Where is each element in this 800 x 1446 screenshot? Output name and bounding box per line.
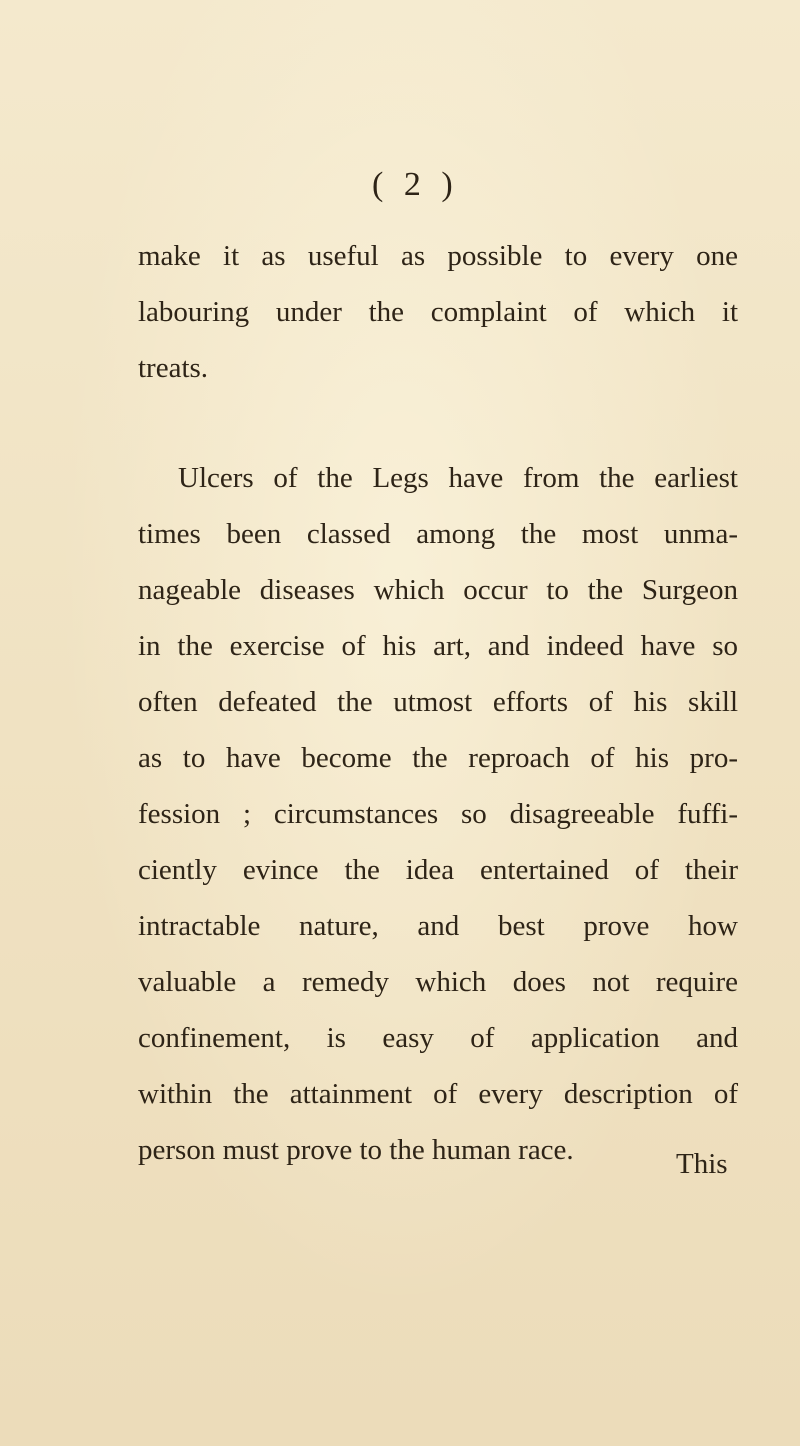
text-line: ciently evince the idea entertained of their <box>138 854 738 886</box>
paragraph-1 <box>138 228 738 396</box>
paragraph-gap <box>138 396 738 450</box>
text-line: intractable nature, and best prove how <box>138 910 738 942</box>
text-line: Ulcers of the Legs have from the earliest <box>178 462 738 494</box>
text-line: nageable diseases which occur to the Surgeon <box>138 574 738 606</box>
catchword: This <box>676 1148 728 1180</box>
text-line: in the exercise of his art, and indeed have so <box>138 630 738 662</box>
text-line: treats. <box>138 352 209 384</box>
text-line: make it as useful as possible to every one <box>138 240 738 272</box>
text-line: within the attainment of every description of <box>138 1078 738 1110</box>
text-line: valuable a remedy which does not require <box>138 966 738 998</box>
text-line: times been classed among the most unma- <box>138 518 738 550</box>
text-line: person must prove to the human race. <box>138 1134 574 1166</box>
text-line: fession ; circumstances so disagreeable fuffi- <box>138 798 738 830</box>
text-line: confinement, is easy of application and <box>138 1022 738 1054</box>
text-line: often defeated the utmost efforts of his skill <box>138 686 738 718</box>
text-line: labouring under the complaint of which it <box>138 296 738 328</box>
body-text <box>138 228 738 1178</box>
paragraph-2 <box>138 450 738 1178</box>
page-number: ( 2 ) <box>372 166 459 203</box>
text-line: as to have become the reproach of his pro- <box>138 742 738 774</box>
